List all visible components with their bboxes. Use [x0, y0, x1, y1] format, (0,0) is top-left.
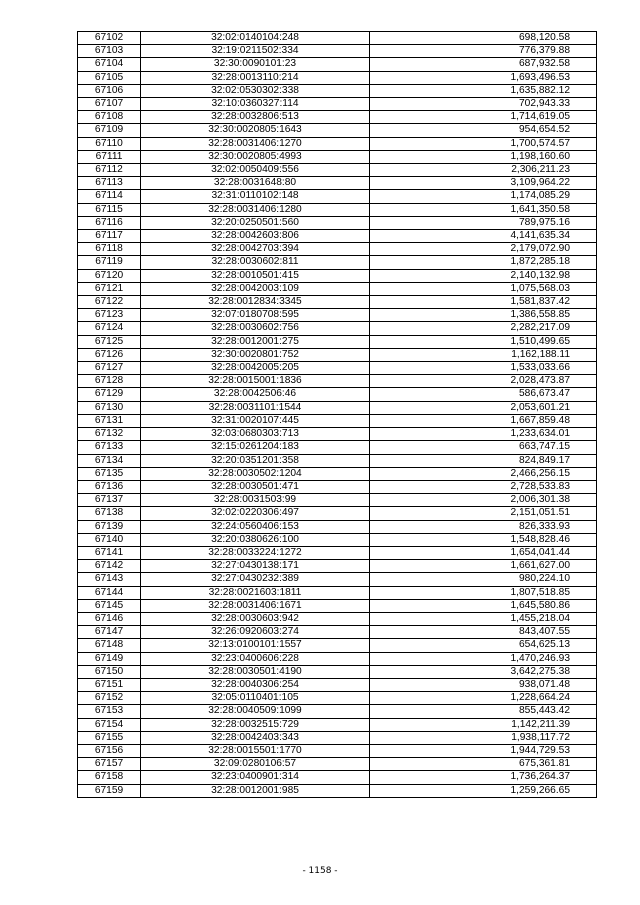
cadastral-number: 32:28:0042403:343	[141, 731, 370, 744]
amount: 1,938,117.72	[370, 731, 597, 744]
row-number: 67153	[78, 705, 141, 718]
table-row	[78, 164, 597, 177]
amount: 1,635,882.12	[370, 84, 597, 97]
row-number: 67127	[78, 362, 141, 375]
cadastral-number: 32:13:0100101:1557	[141, 639, 370, 652]
cadastral-number: 32:19:0211502:334	[141, 45, 370, 58]
table-row	[78, 480, 597, 493]
row-number: 67119	[78, 256, 141, 269]
amount: 675,361.81	[370, 758, 597, 771]
cadastral-number: 32:28:0030602:811	[141, 256, 370, 269]
table-row	[78, 494, 597, 507]
cadastral-number: 32:28:0015001:1836	[141, 375, 370, 388]
cadastral-number: 32:28:0032806:513	[141, 111, 370, 124]
amount: 776,379.88	[370, 45, 597, 58]
amount: 1,548,828.46	[370, 533, 597, 546]
row-number: 67110	[78, 137, 141, 150]
cadastral-number: 32:28:0031406:1280	[141, 203, 370, 216]
amount: 1,693,496.53	[370, 71, 597, 84]
table-row	[78, 626, 597, 639]
row-number: 67111	[78, 150, 141, 163]
row-number: 67109	[78, 124, 141, 137]
cadastral-number: 32:30:0020805:4993	[141, 150, 370, 163]
cadastral-number: 32:28:0031101:1544	[141, 401, 370, 414]
table-row	[78, 652, 597, 665]
amount: 1,700,574.57	[370, 137, 597, 150]
amount: 2,028,473.87	[370, 375, 597, 388]
table-row	[78, 454, 597, 467]
amount: 698,120.58	[370, 32, 597, 45]
table-row	[78, 771, 597, 784]
amount: 663,747.15	[370, 441, 597, 454]
row-number: 67125	[78, 335, 141, 348]
table-row	[78, 362, 597, 375]
cadastral-number: 32:28:0032515:729	[141, 718, 370, 731]
row-number: 67121	[78, 282, 141, 295]
row-number: 67130	[78, 401, 141, 414]
cadastral-number: 32:28:0015501:1770	[141, 744, 370, 757]
cadastral-number: 32:20:0351201:358	[141, 454, 370, 467]
table-row	[78, 216, 597, 229]
row-number: 67128	[78, 375, 141, 388]
row-number: 67122	[78, 296, 141, 309]
row-number: 67146	[78, 612, 141, 625]
amount: 2,179,072.90	[370, 243, 597, 256]
table-row	[78, 124, 597, 137]
row-number: 67123	[78, 309, 141, 322]
amount: 687,932.58	[370, 58, 597, 71]
amount: 938,071.48	[370, 678, 597, 691]
row-number: 67141	[78, 546, 141, 559]
cadastral-number: 32:28:0031648:80	[141, 177, 370, 190]
cadastral-number: 32:31:0110102:148	[141, 190, 370, 203]
table-row	[78, 533, 597, 546]
table-row	[78, 256, 597, 269]
table-row	[78, 203, 597, 216]
amount: 826,333.93	[370, 520, 597, 533]
table-row	[78, 388, 597, 401]
row-number: 67143	[78, 573, 141, 586]
row-number: 67136	[78, 480, 141, 493]
table-row	[78, 573, 597, 586]
cadastral-number: 32:23:0400901:314	[141, 771, 370, 784]
cadastral-number: 32:28:0010501:415	[141, 269, 370, 282]
cadastral-number: 32:26:0920603:274	[141, 626, 370, 639]
cadastral-number: 32:28:0030501:4190	[141, 665, 370, 678]
amount: 2,728,533.83	[370, 480, 597, 493]
amount: 2,282,217.09	[370, 322, 597, 335]
row-number: 67106	[78, 84, 141, 97]
amount: 824,849.17	[370, 454, 597, 467]
table-row	[78, 441, 597, 454]
row-number: 67112	[78, 164, 141, 177]
table-row	[78, 758, 597, 771]
cadastral-number: 32:28:0030603:942	[141, 612, 370, 625]
row-number: 67156	[78, 744, 141, 757]
table-row	[78, 71, 597, 84]
table-row	[78, 560, 597, 573]
row-number: 67104	[78, 58, 141, 71]
amount: 1,386,558.85	[370, 309, 597, 322]
amount: 1,470,246.93	[370, 652, 597, 665]
cadastral-number: 32:31:0020107:445	[141, 414, 370, 427]
row-number: 67155	[78, 731, 141, 744]
cadastral-number: 32:28:0012834:3345	[141, 296, 370, 309]
table-row	[78, 744, 597, 757]
table-row	[78, 678, 597, 691]
amount: 1,075,568.03	[370, 282, 597, 295]
amount: 1,667,859.48	[370, 414, 597, 427]
page-number: - 1158 -	[302, 866, 338, 876]
table-row	[78, 507, 597, 520]
amount: 1,661,627.00	[370, 560, 597, 573]
row-number: 67105	[78, 71, 141, 84]
cadastral-number: 32:10:0360327:114	[141, 98, 370, 111]
amount: 980,224.10	[370, 573, 597, 586]
table-row	[78, 586, 597, 599]
amount: 1,455,218.04	[370, 612, 597, 625]
row-number: 67124	[78, 322, 141, 335]
table-row	[78, 705, 597, 718]
amount: 1,581,837.42	[370, 296, 597, 309]
amount: 1,228,664.24	[370, 692, 597, 705]
row-number: 67154	[78, 718, 141, 731]
amount: 1,872,285.18	[370, 256, 597, 269]
amount: 1,944,729.53	[370, 744, 597, 757]
table-row	[78, 784, 597, 797]
row-number: 67113	[78, 177, 141, 190]
table-row	[78, 428, 597, 441]
table-row	[78, 375, 597, 388]
table-row	[78, 177, 597, 190]
table-row	[78, 414, 597, 427]
table-row	[78, 467, 597, 480]
cadastral-number: 32:30:0090101:23	[141, 58, 370, 71]
cadastral-number: 32:27:0430138:171	[141, 560, 370, 573]
cadastral-number: 32:28:0033224:1272	[141, 546, 370, 559]
cadastral-number: 32:28:0040306:254	[141, 678, 370, 691]
row-number: 67144	[78, 586, 141, 599]
amount: 855,443.42	[370, 705, 597, 718]
row-number: 67148	[78, 639, 141, 652]
row-number: 67147	[78, 626, 141, 639]
cadastral-number: 32:30:0020805:1643	[141, 124, 370, 137]
cadastral-number: 32:20:0380626:100	[141, 533, 370, 546]
table-row	[78, 520, 597, 533]
table-row	[78, 639, 597, 652]
row-number: 67158	[78, 771, 141, 784]
row-number: 67151	[78, 678, 141, 691]
amount: 2,306,211.23	[370, 164, 597, 177]
amount: 1,510,499.65	[370, 335, 597, 348]
cadastral-number: 32:28:0042506:46	[141, 388, 370, 401]
table-body	[78, 32, 597, 798]
amount: 2,466,256.15	[370, 467, 597, 480]
cadastral-number: 32:23:0400606:228	[141, 652, 370, 665]
cadastral-number: 32:09:0280106:57	[141, 758, 370, 771]
row-number: 67137	[78, 494, 141, 507]
cadastral-number: 32:05:0110401:105	[141, 692, 370, 705]
table-row	[78, 190, 597, 203]
cadastral-number: 32:28:0042603:806	[141, 230, 370, 243]
table-row	[78, 150, 597, 163]
cadastral-number: 32:07:0180708:595	[141, 309, 370, 322]
row-number: 67116	[78, 216, 141, 229]
table-row	[78, 309, 597, 322]
amount: 3,642,275.38	[370, 665, 597, 678]
row-number: 67150	[78, 665, 141, 678]
row-number: 67114	[78, 190, 141, 203]
cadastral-number: 32:28:0021603:1811	[141, 586, 370, 599]
table-row	[78, 401, 597, 414]
table-row	[78, 98, 597, 111]
cadastral-number: 32:03:0680303:713	[141, 428, 370, 441]
cadastral-number: 32:02:0050409:556	[141, 164, 370, 177]
cadastral-number: 32:20:0250501:560	[141, 216, 370, 229]
row-number: 67102	[78, 32, 141, 45]
amount: 1,807,518.85	[370, 586, 597, 599]
row-number: 67129	[78, 388, 141, 401]
table-row	[78, 718, 597, 731]
row-number: 67103	[78, 45, 141, 58]
amount: 1,714,619.05	[370, 111, 597, 124]
row-number: 67120	[78, 269, 141, 282]
amount: 2,053,601.21	[370, 401, 597, 414]
cadastral-number: 32:28:0030501:471	[141, 480, 370, 493]
cadastral-number: 32:28:0012001:275	[141, 335, 370, 348]
table-row	[78, 731, 597, 744]
cadastral-number: 32:28:0030502:1204	[141, 467, 370, 480]
amount: 1,233,634.01	[370, 428, 597, 441]
table-row	[78, 599, 597, 612]
table-row	[78, 296, 597, 309]
cadastral-number: 32:28:0042703:394	[141, 243, 370, 256]
amount: 1,654,041.44	[370, 546, 597, 559]
cadastral-number: 32:27:0430232:389	[141, 573, 370, 586]
cadastral-number: 32:02:0220306:497	[141, 507, 370, 520]
table-row	[78, 692, 597, 705]
amount: 789,975.16	[370, 216, 597, 229]
table-row	[78, 137, 597, 150]
amount: 3,109,964.22	[370, 177, 597, 190]
row-number: 67117	[78, 230, 141, 243]
amount: 1,641,350.58	[370, 203, 597, 216]
row-number: 67115	[78, 203, 141, 216]
data-table-container	[77, 31, 597, 798]
row-number: 67132	[78, 428, 141, 441]
table-row	[78, 58, 597, 71]
cadastral-number: 32:28:0031406:1270	[141, 137, 370, 150]
table-row	[78, 546, 597, 559]
table-row	[78, 32, 597, 45]
table-row	[78, 84, 597, 97]
amount: 2,140,132.98	[370, 269, 597, 282]
cadastral-number: 32:28:0042005:205	[141, 362, 370, 375]
cadastral-number: 32:24:0560406:153	[141, 520, 370, 533]
row-number: 67133	[78, 441, 141, 454]
amount: 1,174,085.29	[370, 190, 597, 203]
row-number: 67138	[78, 507, 141, 520]
table-row	[78, 348, 597, 361]
table-row	[78, 665, 597, 678]
table-row	[78, 243, 597, 256]
table-row	[78, 45, 597, 58]
cadastral-number: 32:02:0530302:338	[141, 84, 370, 97]
row-number: 67107	[78, 98, 141, 111]
cadastral-number: 32:28:0012001:985	[141, 784, 370, 797]
cadastral-number: 32:28:0031406:1671	[141, 599, 370, 612]
cadastral-number: 32:28:0042003:109	[141, 282, 370, 295]
row-number: 67118	[78, 243, 141, 256]
row-number: 67159	[78, 784, 141, 797]
row-number: 67140	[78, 533, 141, 546]
table-row	[78, 335, 597, 348]
cadastral-number: 32:15:0261204:183	[141, 441, 370, 454]
cadastral-number: 32:28:0031503:99	[141, 494, 370, 507]
amount: 1,198,160.60	[370, 150, 597, 163]
amount: 1,142,211.39	[370, 718, 597, 731]
amount: 2,151,051.51	[370, 507, 597, 520]
amount: 1,259,266.65	[370, 784, 597, 797]
cadastral-value-table	[77, 31, 597, 798]
row-number: 67135	[78, 467, 141, 480]
row-number: 67145	[78, 599, 141, 612]
row-number: 67134	[78, 454, 141, 467]
amount: 954,654.52	[370, 124, 597, 137]
row-number: 67157	[78, 758, 141, 771]
cadastral-number: 32:30:0020801:752	[141, 348, 370, 361]
cadastral-number: 32:28:0040509:1099	[141, 705, 370, 718]
table-row	[78, 111, 597, 124]
table-row	[78, 322, 597, 335]
table-row	[78, 612, 597, 625]
table-row	[78, 269, 597, 282]
row-number: 67152	[78, 692, 141, 705]
row-number: 67142	[78, 560, 141, 573]
row-number: 67139	[78, 520, 141, 533]
amount: 1,736,264.37	[370, 771, 597, 784]
cadastral-number: 32:28:0013110:214	[141, 71, 370, 84]
table-row	[78, 230, 597, 243]
amount: 4,141,635.34	[370, 230, 597, 243]
amount: 843,407.55	[370, 626, 597, 639]
row-number: 67108	[78, 111, 141, 124]
amount: 654,625.13	[370, 639, 597, 652]
amount: 2,006,301.38	[370, 494, 597, 507]
amount: 586,673.47	[370, 388, 597, 401]
amount: 1,162,188.11	[370, 348, 597, 361]
amount: 1,645,580.86	[370, 599, 597, 612]
row-number: 67126	[78, 348, 141, 361]
amount: 1,533,033.66	[370, 362, 597, 375]
row-number: 67131	[78, 414, 141, 427]
row-number: 67149	[78, 652, 141, 665]
cadastral-number: 32:28:0030602:756	[141, 322, 370, 335]
table-row	[78, 282, 597, 295]
amount: 702,943.33	[370, 98, 597, 111]
cadastral-number: 32:02:0140104:248	[141, 32, 370, 45]
